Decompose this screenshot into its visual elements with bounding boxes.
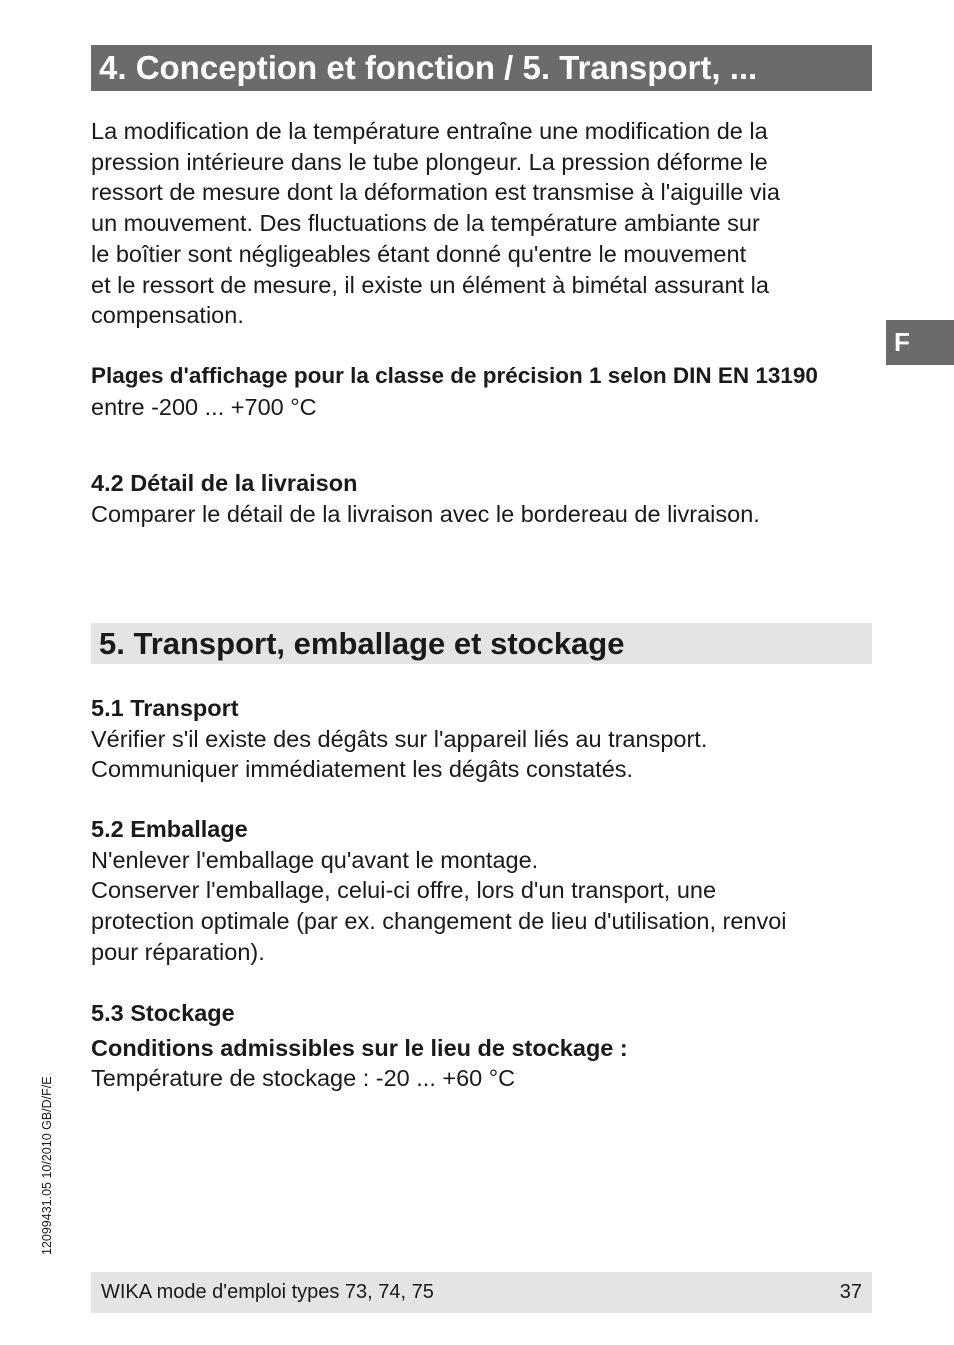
intro-line: le boîtier sont négligeables étant donné qu'entre le mouvement: [91, 240, 747, 267]
intro-paragraph: [91, 116, 881, 331]
ranges-heading: Plages d'affichage pour la classe de précision 1 selon DIN EN 13190: [91, 363, 818, 388]
packaging-line: pour réparation).: [91, 938, 265, 965]
transport-block: [91, 693, 881, 785]
language-tab-label: F: [894, 327, 910, 357]
intro-line: compensation.: [91, 302, 244, 329]
ranges-text: entre -200 ... +700 °C: [91, 393, 317, 420]
packaging-line: N'enlever l'emballage qu'avant le montage.: [91, 846, 539, 873]
storage-text: Température de stockage : -20 ... +60 °C: [91, 1065, 516, 1092]
packaging-line: Conserver l'emballage, celui-ci offre, lors d'un transport, une: [91, 877, 717, 904]
footer-title: WIKA mode d'emploi types 73, 74, 75: [101, 1281, 434, 1303]
storage-block: [91, 998, 881, 1094]
footer-bar: [91, 1272, 872, 1313]
intro-line: un mouvement. Des fluctuations de la température ambiante sur: [91, 210, 760, 237]
transport-line: Communiquer immédiatement les dégâts constatés.: [91, 756, 634, 783]
storage-subheading: Conditions admissibles sur le lieu de stockage :: [91, 1034, 628, 1061]
document-code: 12099431.05 10/2010 GB/D/F/E: [40, 1076, 54, 1255]
delivery-heading: 4.2 Détail de la livraison: [91, 470, 358, 496]
delivery-text: Comparer le détail de la livraison avec le bordereau de livraison.: [91, 500, 760, 527]
page-title: 4. Conception et fonction / 5. Transport, ...: [99, 49, 758, 86]
section5-title: 5. Transport, emballage et stockage: [99, 626, 625, 661]
transport-line: Vérifier s'il existe des dégâts sur l'appareil liés au transport.: [91, 725, 708, 752]
storage-heading: 5.3 Stockage: [91, 1000, 235, 1026]
page-number: 37: [839, 1281, 862, 1303]
intro-line: ressort de mesure dont la déformation est transmise à l'aiguille via: [91, 179, 780, 206]
delivery-block: [91, 468, 881, 529]
page-title-bar: [91, 45, 872, 91]
packaging-line: protection optimale (par ex. changement de lieu d'utilisation, renvoi: [91, 908, 787, 935]
intro-line: La modification de la température entraîne une modification de la: [91, 118, 768, 144]
intro-line: et le ressort de mesure, il existe un élément à bimétal assurant la: [91, 271, 769, 298]
section5-title-bar: [91, 623, 872, 664]
language-tab: [886, 320, 954, 365]
packaging-heading: 5.2 Emballage: [91, 816, 248, 842]
transport-heading: 5.1 Transport: [91, 695, 239, 721]
ranges-block: [91, 361, 881, 422]
intro-line: pression intérieure dans le tube plongeur. La pression déforme le: [91, 148, 768, 175]
packaging-block: [91, 814, 881, 968]
